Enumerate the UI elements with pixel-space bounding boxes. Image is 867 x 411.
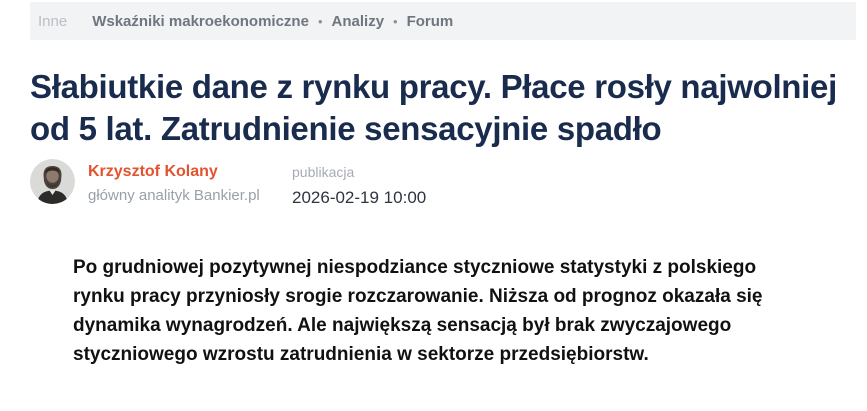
breadcrumb-section-inne[interactable]: Inne [38,12,68,30]
author-name-link[interactable]: Krzysztof Kolany [88,163,218,180]
author-info [88,159,292,207]
publication-date: 2026-02-19 10:00 [292,188,427,207]
author-photo-icon [30,191,75,204]
breadcrumb-separator-icon: • [317,13,323,29]
breadcrumb-separator-icon: • [393,13,398,29]
breadcrumb-link-forum[interactable]: Forum [406,12,454,30]
article-lead: Po grudniowej pozytywnej niespodziance styczniowe statystyki z polskiego rynku pracy przyniosły srogie rozczarowanie. Niższa od prognoz okazała się dynamika wynagrodzeń. Ale największą sensacją był brak zwyczajowego styczniowego wzrostu zatrudnienia w sektorze przedsiębiorstw. [73,257,763,365]
author-meta-row [30,159,867,209]
author-role: główny analityk Bankier.pl [88,187,260,204]
publication-info [292,159,426,209]
publication-label: publikacja [292,164,355,180]
breadcrumb [30,2,856,40]
breadcrumb-link-wskazniki-makroekonomiczne[interactable]: Wskaźniki makroekonomiczne [92,12,309,30]
article-title: Słabiutkie dane z rynku pracy. Płace rosły najwolniej od 5 lat. Zatrudnienie sensacyjnie spadło [30,68,837,147]
author-avatar[interactable] [30,159,75,204]
breadcrumb-link-analizy[interactable]: Analizy [331,12,385,30]
